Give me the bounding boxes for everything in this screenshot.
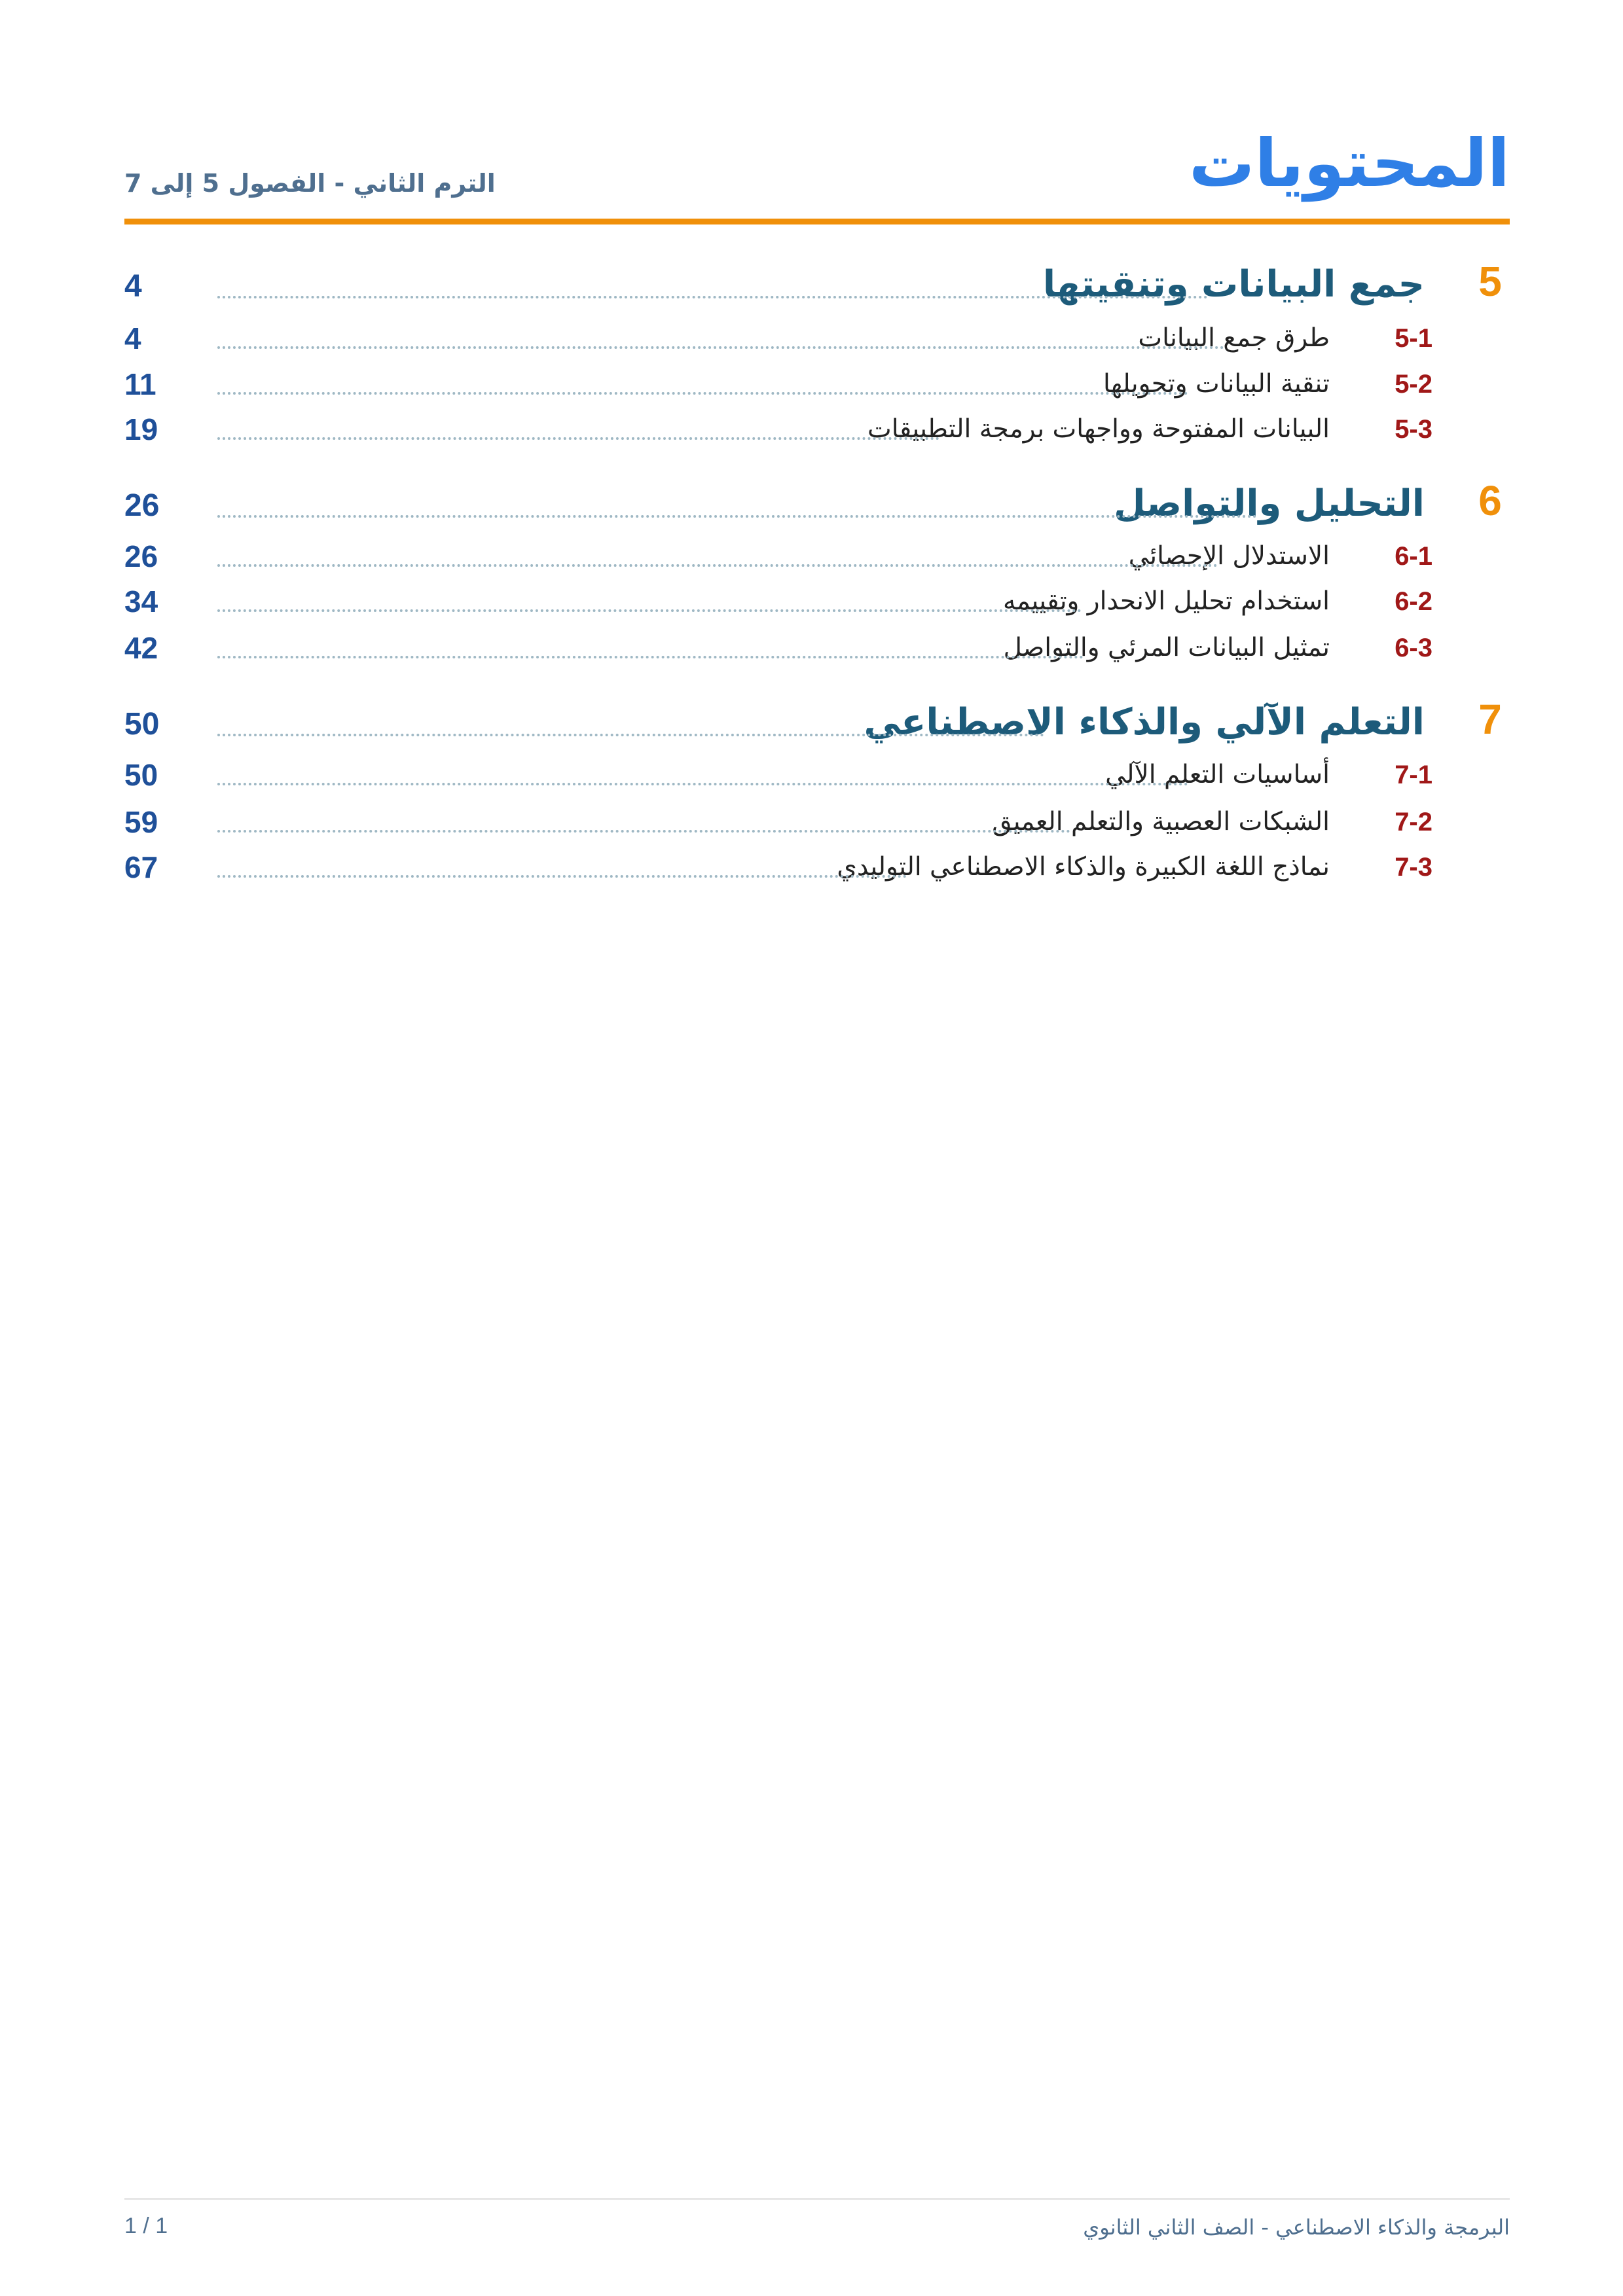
toc-section-7-2[interactable] [124, 802, 1510, 842]
chapter-title: التعلم الآلي والذكاء الاصطناعي [864, 701, 1425, 744]
section-title: أساسيات التعلم الآلي [1105, 760, 1330, 789]
section-number: 5-1 [1395, 324, 1432, 353]
chapter-number: 6 [1478, 477, 1502, 524]
section-title: الاستدلال الإحصائي [1128, 541, 1330, 571]
toc-chapter-6[interactable] [124, 475, 1510, 537]
chapter-title: التحليل والتواصل [1114, 482, 1425, 525]
section-number: 5-2 [1395, 370, 1432, 399]
toc-section-5-2[interactable] [124, 365, 1510, 404]
toc-chapter-7[interactable] [124, 693, 1510, 755]
page-title: المحتويات [1188, 125, 1510, 202]
dot-leader [217, 734, 1044, 736]
section-number: 7-2 [1395, 808, 1432, 836]
section-number: 7-3 [1395, 853, 1432, 882]
dot-leader [217, 515, 1257, 518]
footer-page-indicator: 1 / 1 [124, 2214, 168, 2238]
section-title: البيانات المفتوحة وواجهات برمجة التطبيقات [867, 414, 1330, 444]
dot-leader [217, 830, 1070, 833]
section-page-number: 26 [124, 539, 158, 573]
toc-section-6-1[interactable] [124, 537, 1510, 576]
page-header [124, 111, 1510, 223]
toc-chapter-5[interactable] [124, 255, 1510, 314]
section-page-number: 50 [124, 758, 158, 792]
section-number: 6-1 [1395, 542, 1432, 571]
chapter-number: 5 [1478, 258, 1502, 305]
toc-section-7-3[interactable] [124, 848, 1510, 887]
footer-course-title: البرمجة والذكاء الاصطناعي - الصف الثاني الثانوي [1083, 2215, 1510, 2240]
chapter-page-number: 26 [124, 488, 160, 523]
dot-leader [217, 346, 1224, 349]
toc-section-5-3[interactable] [124, 410, 1510, 449]
chapter-page-number: 50 [124, 707, 160, 742]
dot-leader [217, 656, 1084, 658]
section-number: 6-2 [1395, 587, 1432, 616]
toc-section-7-1[interactable] [124, 755, 1510, 795]
section-page-number: 19 [124, 412, 158, 446]
footer-divider [124, 2198, 1510, 2200]
section-number: 5-3 [1395, 415, 1432, 444]
section-page-number: 34 [124, 584, 158, 619]
toc-section-5-1[interactable] [124, 319, 1510, 358]
chapter-number: 7 [1478, 696, 1502, 743]
section-title: نماذج اللغة الكبيرة والذكاء الاصطناعي التوليدي [837, 852, 1330, 882]
section-number: 6-3 [1395, 634, 1432, 662]
dot-leader [217, 392, 1188, 395]
section-page-number: 42 [124, 631, 158, 665]
header-divider [124, 219, 1510, 224]
section-page-number: 67 [124, 850, 158, 884]
section-title: الشبكات العصبية والتعلم العميق [992, 807, 1330, 836]
section-title: تمثيل البيانات المرئي والتواصل [1003, 633, 1330, 662]
toc-section-6-2[interactable] [124, 582, 1510, 621]
section-number: 7-1 [1395, 761, 1432, 789]
chapter-title: جمع البيانات وتنقيتها [1042, 263, 1425, 306]
section-page-number: 11 [124, 367, 156, 401]
section-title: طرق جمع البيانات [1138, 323, 1330, 353]
dot-leader [217, 437, 939, 440]
page-subtitle: الترم الثاني - الفصول 5 إلى 7 [124, 169, 496, 198]
section-page-number: 59 [124, 805, 158, 839]
section-title: استخدام تحليل الانحدار وتقييمه [1002, 586, 1330, 616]
dot-leader [217, 564, 1218, 567]
dot-leader [217, 875, 907, 878]
section-page-number: 4 [124, 321, 141, 355]
section-title: تنقية البيانات وتحويلها [1103, 369, 1330, 399]
document-page [124, 0, 1510, 2296]
chapter-page-number: 4 [124, 269, 142, 304]
dot-leader [217, 296, 1208, 298]
toc-section-6-3[interactable] [124, 628, 1510, 668]
dot-leader [217, 783, 1188, 785]
dot-leader [217, 609, 1082, 612]
